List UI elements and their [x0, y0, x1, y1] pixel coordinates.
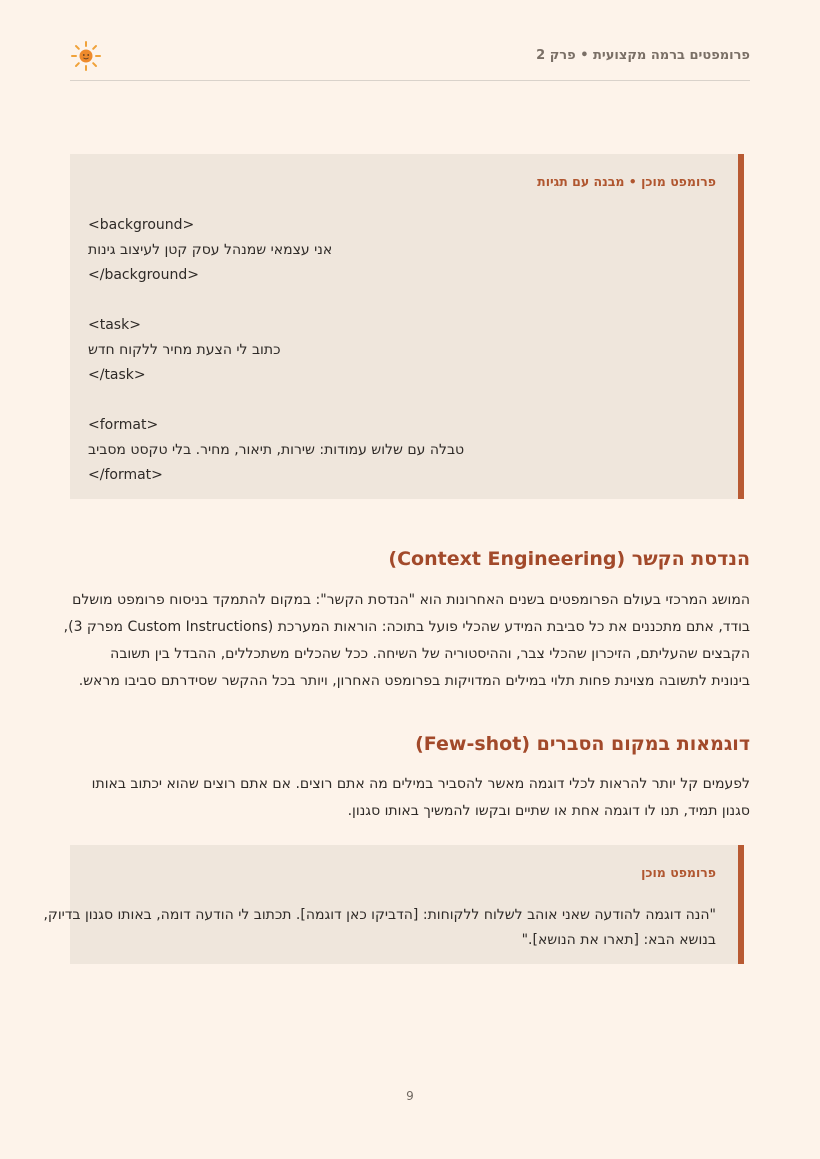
code-line-blank — [88, 388, 716, 413]
section-heading-context-engineering: הנדסת הקשר (Context Engineering) — [388, 548, 750, 570]
paragraph-context-engineering — [63, 587, 750, 695]
paragraph-line: סגנון תמיד, תנו לו דוגמה אחת או שתיים ובקשו להמשיך באותו סגנון. — [347, 803, 750, 819]
code-line: כתוב לי הצעת מחיר ללקוח חדש — [88, 342, 281, 358]
quote-line: "הנה דוגמה להודעה שאני אוהב לשלוח ללקוחות: [הדביקו כאן דוגמה]. תכתוב לי הודעה דומה, באותו סגנון בדיוק, — [43, 907, 716, 923]
code-line: </task> — [88, 367, 146, 383]
prompt-box-label: פרומפט מוכן • מבנה עם תגיות — [537, 174, 716, 189]
code-line-blank — [88, 288, 716, 313]
prompt-code — [88, 213, 716, 488]
quote-line: בנושא הבא: [תארו את הנושא]." — [521, 932, 716, 948]
header-title: פרומפטים ברמה מקצועית • פרק 2 — [536, 48, 750, 63]
page-header — [70, 38, 750, 81]
paragraph-line: המושג המרכזי בעולם הפרומפטים בשנים האחרונות הוא "הנדסת הקשר": במקום להתמקד בניסוח פרומפט מושלם — [72, 592, 750, 608]
code-line: </background> — [88, 267, 199, 283]
prompt-box-label: פרומפט מוכן — [641, 865, 716, 880]
paragraph-line: בודד, אתם מתכננים את כל סביבת המידע שהכלי פועל בתוכה: הוראות המערכת (Custom Instructions מפרק 3), — [63, 619, 750, 635]
sun-icon — [70, 40, 102, 72]
prompt-box-example — [43, 845, 744, 964]
paragraph-line: לפעמים קל יותר להראות לכלי דוגמה מאשר להסביר במילים מה אתם רוצים. אם אתם רוצים שהוא יכתוב באותו — [91, 776, 750, 792]
paragraph-few-shot — [80, 771, 750, 825]
paragraph-line: הקבצים שהעליתם, הזיכרון שהכלי צבר, וההיסטוריה של השיחה. ככל שהכלים משתכללים, ההבדל בין תשובה — [110, 646, 750, 662]
prompt-quote — [43, 903, 716, 953]
code-line: טבלה עם שלוש עמודות: שירות, תיאור, מחיר. בלי טקסט מסביב — [88, 442, 465, 458]
code-line: </format> — [88, 467, 163, 483]
prompt-box-tags — [70, 154, 744, 499]
code-line: <format> — [88, 417, 159, 433]
code-line: <task> — [88, 317, 141, 333]
code-line: אני עצמאי שמנהל עסק קטן לעיצוב גינות — [88, 242, 333, 258]
section-heading-few-shot: דוגמאות במקום הסברים (Few-shot) — [415, 733, 750, 755]
paragraph-line: בינונית לתשובה מצוינת פחות תלוי במילים המדויקות בפרומפט האחרון, ויותר בכל ההקשר שסידרתם סביבו מראש. — [78, 673, 750, 689]
code-line: <background> — [88, 217, 195, 233]
page-number: 9 — [406, 1089, 414, 1103]
